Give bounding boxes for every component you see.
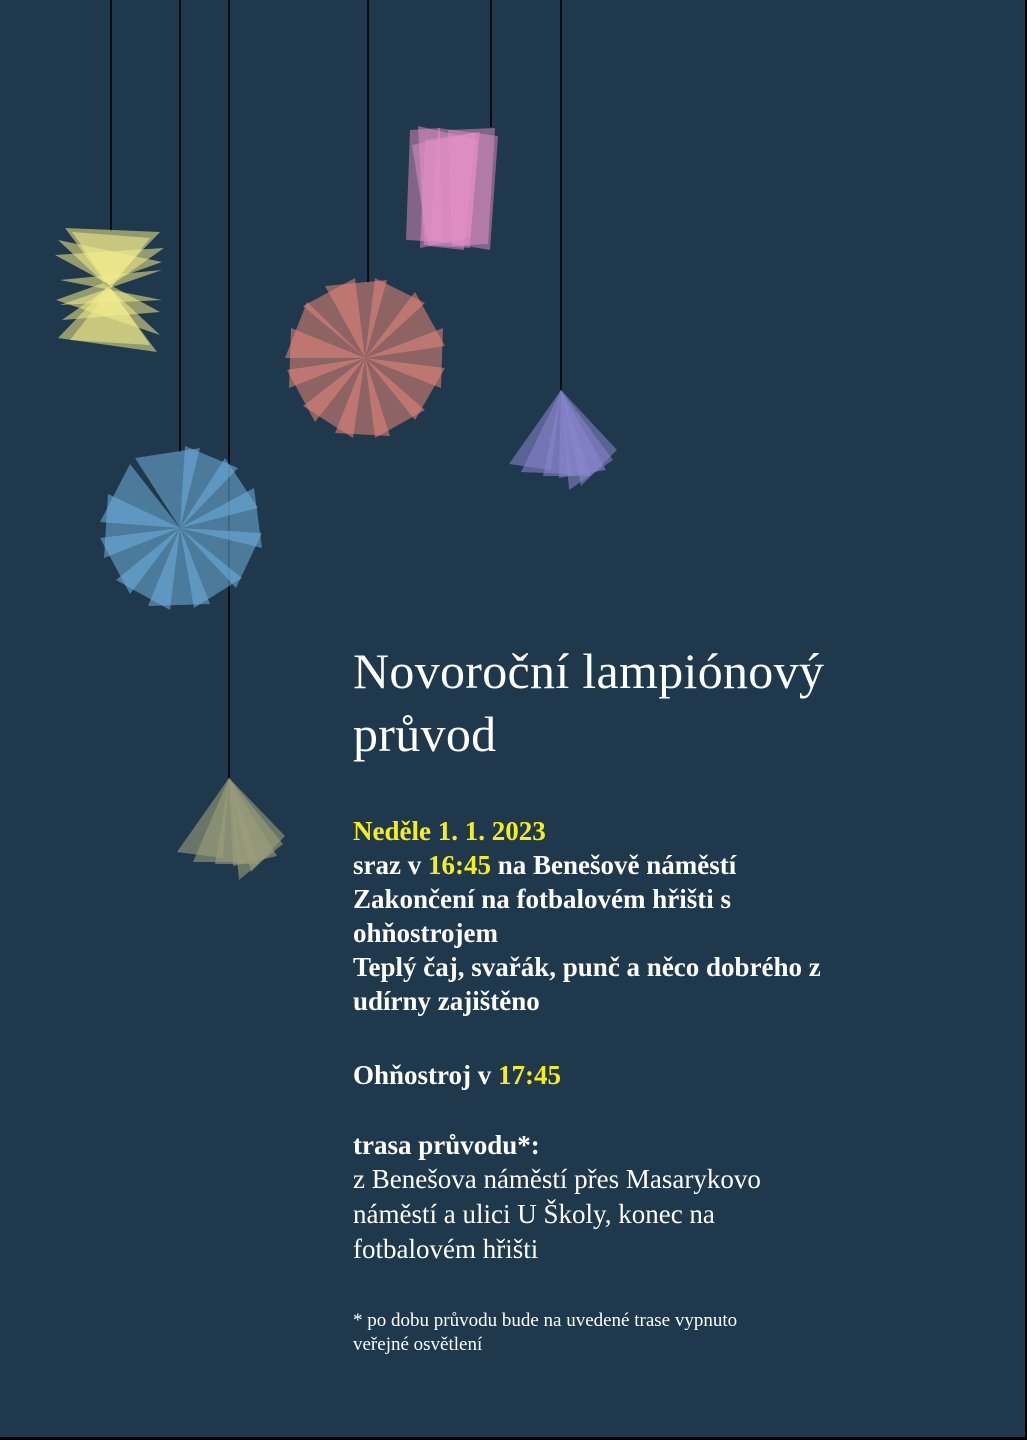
footnote-line-2: veřejné osvětlení — [353, 1334, 483, 1355]
route-line-3: fotbalovém hřišti — [353, 1234, 539, 1264]
pink-lantern-icon — [406, 126, 498, 250]
meeting-time: 16:45 — [427, 850, 491, 880]
meeting-place: na Benešově náměstí — [490, 850, 737, 880]
fireworks-time: 17:45 — [498, 1060, 562, 1090]
violet-fan-lantern-icon — [509, 390, 617, 490]
route-line-1: z Benešova náměstí přes Masarykovo — [353, 1164, 761, 1194]
title-line-2: průvod — [353, 706, 497, 762]
ending-line-1: Zakončení na fotbalovém hřišti s — [353, 884, 732, 914]
event-date: Neděle 1. 1. 2023 — [353, 816, 546, 846]
refreshments-line-1: Teplý čaj, svařák, punč a něco dobrého z — [353, 952, 821, 982]
olive-fan-lantern-icon — [177, 778, 285, 880]
route-line-2: náměstí a ulici U Školy, konec na — [353, 1199, 715, 1229]
meeting-prefix: sraz v — [353, 850, 428, 880]
page-title — [353, 640, 993, 766]
route-heading: trasa průvodu*: — [353, 1130, 540, 1160]
meeting-point — [353, 848, 993, 882]
blue-pinwheel-lantern-icon — [100, 446, 262, 610]
fireworks-prefix: Ohňostroj v — [353, 1060, 499, 1090]
coral-pinwheel-lantern-icon — [285, 278, 445, 438]
refreshments-line-2: udírny zajištěno — [353, 986, 540, 1016]
title-line-1: Novoroční lampiónový — [353, 643, 825, 699]
fireworks-info — [353, 1058, 993, 1092]
yellow-lantern-icon — [55, 228, 164, 352]
ending-line-2: ohňostrojem — [353, 918, 498, 948]
event-info — [353, 640, 993, 1357]
footnote-line-1: * po dobu průvodu bude na uvedené trase vypnuto — [353, 1310, 738, 1331]
